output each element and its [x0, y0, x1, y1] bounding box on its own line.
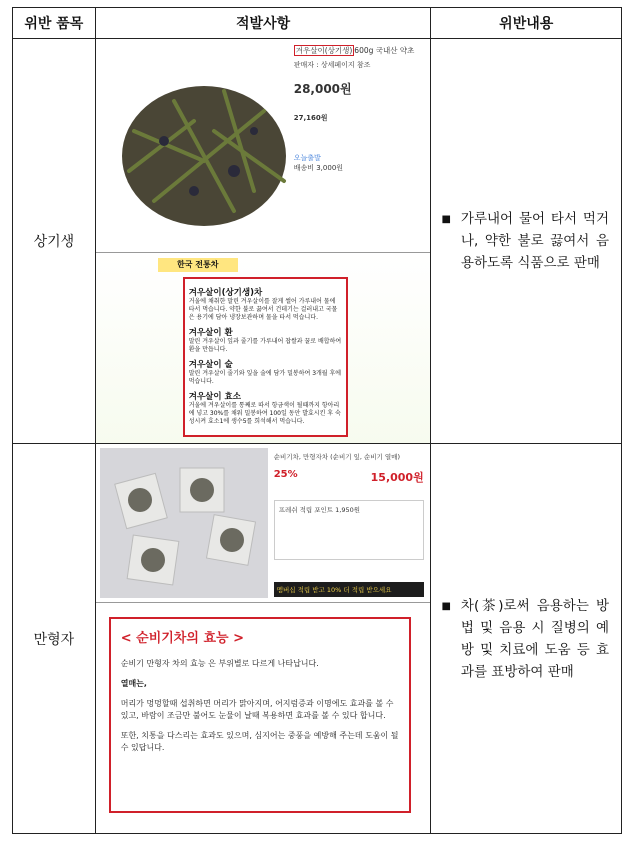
item-cell: 만형자	[13, 444, 96, 834]
teabag-photo	[100, 448, 268, 598]
header-findings: 적발사항	[95, 8, 431, 39]
herb-photo	[114, 71, 294, 231]
violation-cell: ■ 가루내어 물어 타서 먹거나, 약한 불로 끓여서 음용하도록 식품으로 판매	[431, 39, 622, 444]
product-title-highlight: 겨우살이(상기생)	[295, 46, 353, 55]
violation-table	[12, 7, 622, 834]
header-item: 위반 품목	[13, 8, 96, 39]
header-violation: 위반내용	[431, 8, 622, 39]
efficacy-screenshot	[96, 603, 431, 833]
product-screenshot	[96, 444, 431, 603]
recipe-banner: 한국 전통차	[158, 258, 238, 272]
item-cell: 상기생	[13, 39, 96, 444]
recipe-screenshot	[96, 253, 431, 443]
violation-cell: ■ 차(茶)로써 음용하는 방법 및 음용 시 질병의 예방 및 치료에 도움 등 효과를 표방하여 판매	[431, 444, 622, 834]
product-info: 겨우살이(상기생) 600g 국내산 약초 판매자 : 상세페이지 참조 28,000원 27,160원 오늘출발 배송비 3,000원	[294, 45, 424, 173]
product-screenshot	[96, 39, 431, 253]
bullet-icon: ■	[441, 600, 451, 612]
product-price: 28,000원	[293, 82, 352, 96]
efficacy-panel: < 순비기차의 효능 > 순비기 만형자 차의 효능 은 부위별로 다르게 나타납니다. 열매는, 머리가 멍멍할때 섭취하면 머리가 맑아지며, 어지럼증과 이명에도 효과를 볼 수 있고, 바람이 조금만 불어도 눈물이 날때 복용하면 효과를 볼 수 있다 합니다. 또한, 치통을 다스리는 효과도 있으며, 심지어는 중풍을 예방해 주는데 도움이 될 수 있답니다.	[109, 617, 411, 813]
recipe-box: 겨우살이(상기생)차 거울에 채취한 말린 겨우살이를 잘게 썰어 가루내어 물에 타서 먹습니다. 약한 불로 끓여서 건데기는 걸러내고 국물은 용기에 담아 냉장보관하며 물을 타서 먹습니다. 겨우살이 환 말린 겨우살이 잎과 줄기를 가루내어 찹쌀과 꿀로 배합하여 환을 만듭니다. 겨우살이 술 말린 겨우살이 줄기와 잎을 술에 담가 밀봉하여 3개월 후에 먹습니다. 겨우살이 효소 거울에 겨우살이를 통째로 따서 항금색이 될때까지 항아리에 넣고 30%를 채워 밀봉하여 100일 동안 발효시킨 후 숙성시켜 효소1에 생수5를 희석해서 먹습니다.	[183, 277, 348, 437]
findings-cell	[95, 444, 431, 834]
product-info: 순비기차, 만형자차 (순비기 잎, 순비기 열매) 25% 15,000원 프레쉬 적립 포인트 1,950원 멤버십 적립 받고 10% 더 적립 받으세요	[274, 452, 424, 597]
bullet-icon: ■	[441, 214, 451, 225]
findings-cell	[95, 39, 431, 444]
